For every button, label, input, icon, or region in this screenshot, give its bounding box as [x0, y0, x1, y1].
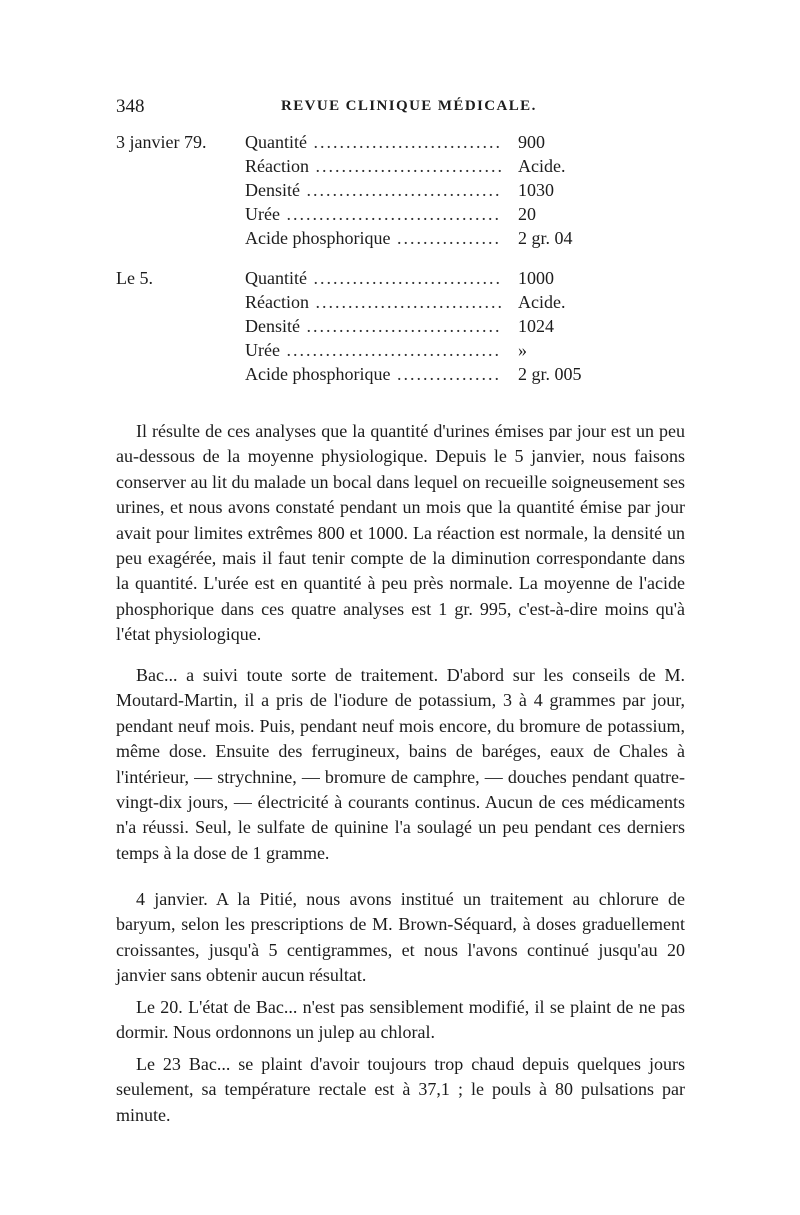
paragraph-jan-23: Le 23 Bac... se plaint d'avoir toujours trop chaud depuis quelques jours seulement, sa température rectale est à 37,1 ; le pouls à 80 pulsations par minute.	[116, 1054, 685, 1125]
analysis-row	[245, 156, 566, 180]
paragraph-analysis-results: Il résulte de ces analyses que la quantité d'urines émises par jour est un peu au-dessous de la moyenne physiologique. Depuis le 5 janvier, nous faisons conserver au lit du malade un bocal dans lequel on recueille soigneusement ses urines, et nous avons constaté pendant un mois que la quantité émise par jour avait pour limites extrêmes 800 et 1000. La réaction est normale, la densité un peu exagérée, mais il faut tenir compte de la diminution correspondante dans la quantité. L'urée est en quantité à peu près normale. La moyenne de l'acide phosphorique dans ces quatre analyses est 1 gr. 995, c'est-à-dire moins qu'à l'état physiologique.	[116, 421, 685, 645]
analysis-value: 1030	[518, 180, 554, 200]
analysis-value: 2 gr. 005	[518, 364, 582, 384]
analysis-row	[245, 340, 527, 364]
analysis-label: Urée .....	[245, 340, 501, 361]
analysis-row	[245, 292, 566, 316]
analysis-label: Réaction .....	[245, 156, 501, 177]
paragraph-jan-20: Le 20. L'état de Bac... n'est pas sensiblement modifié, il se plaint de ne pas dormir. Nous ordonnons un julep au chloral.	[116, 997, 685, 1043]
analysis-date: 3 janvier 79.	[116, 132, 207, 152]
analysis-row	[245, 204, 536, 228]
analysis-label: Réaction .....	[245, 292, 501, 313]
analysis-value: Acide.	[518, 156, 566, 176]
analysis-label: Densité .....	[245, 316, 501, 337]
analysis-label: Acide phosphorique .....	[245, 228, 501, 249]
analysis-value: »	[518, 340, 527, 360]
analysis-label: Acide phosphorique .....	[245, 364, 501, 385]
analysis-row	[245, 268, 554, 292]
analysis-label: Quantité .....	[245, 268, 501, 289]
analysis-row	[245, 132, 545, 156]
analysis-label: Densité .....	[245, 180, 501, 201]
analysis-row	[245, 364, 582, 388]
analysis-value: 900	[518, 132, 545, 152]
paragraph-treatment-history: Bac... a suivi toute sorte de traitement. D'abord sur les conseils de M. Moutard-Martin, il a pris de l'iodure de potassium, 3 à 4 grammes par jour, pendant neuf mois. Puis, pendant neuf mois encore, du bromure de potassium, même dose. Ensuite des ferrugineux, bains de baréges, eaux de Chales à l'intérieur, — strychnine, — bromure de camphre, — douches pendant quatre-vingt-dix jours, — électricité à courants continus. Aucun de ces médicaments n'a réussi. Seul, le sulfate de quinine l'a soulagé un peu pendant ces derniers temps à la dose de 1 gramme.	[116, 665, 685, 863]
analysis-value: 20	[518, 204, 536, 224]
page-header	[116, 96, 682, 120]
analysis-row	[245, 316, 554, 340]
analysis-value: 2 gr. 04	[518, 228, 573, 248]
analysis-label: Quantité .....	[245, 132, 501, 153]
paragraph-jan-4: 4 janvier. A la Pitié, nous avons institué un traitement au chlorure de baryum, selon les prescriptions de M. Brown-Séquard, à doses graduellement croissantes, jusqu'à 5 centigrammes, et nous l'avons continué jusqu'au 20 janvier sans obtenir aucun résultat.	[116, 889, 685, 986]
analysis-label: Urée .....	[245, 204, 501, 225]
analysis-value: 1000	[518, 268, 554, 288]
analysis-value: Acide.	[518, 292, 566, 312]
analysis-row	[245, 180, 554, 204]
analysis-date: Le 5.	[116, 268, 153, 288]
analysis-value: 1024	[518, 316, 554, 336]
running-head: REVUE CLINIQUE MÉDICALE.	[281, 98, 537, 114]
page-number: 348	[116, 96, 145, 117]
analysis-row	[245, 228, 573, 252]
